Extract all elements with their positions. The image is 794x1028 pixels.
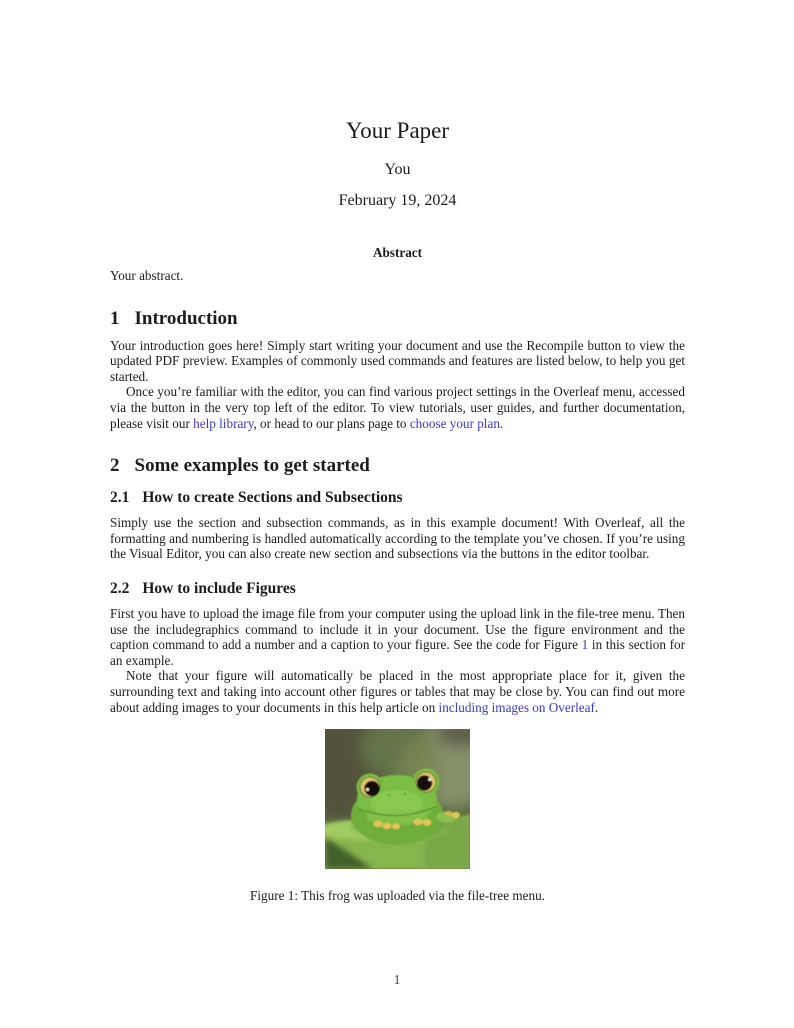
figures-p2-text-2: .	[594, 699, 599, 715]
figure-1-ref-link[interactable]: 1	[581, 637, 589, 653]
page-number: 1	[393, 972, 401, 987]
help-library-link[interactable]: help library	[193, 415, 254, 431]
subsection-2-1-title: How to create Sections and Subsections	[142, 489, 403, 507]
subsection-2-1-paragraph: Simply use the section and subsection commands, as in this example document! With Overleaf, all the formatting and numbering is handled automatically according to the template you’ve chosen. If you’re using the Visual Editor, you can also create new section and subsections via the buttons in the editor toolbar.	[110, 515, 685, 562]
figure-1	[110, 729, 685, 873]
paper-title: Your Paper	[345, 118, 450, 143]
figures-p1-text-1: First you have to upload the image file from your computer using the upload link in the file-tree menu. Then use the includegraphics command to include it in your document. Use the figure environment and the caption command to add a number and a caption to your figure. See the code for Figure	[110, 605, 685, 653]
subsection-2-1-heading	[110, 489, 685, 507]
frog-image	[325, 729, 470, 869]
intro-paragraph-1: Your introduction goes here! Simply start writing your document and use the Recompile button to view the updated PDF preview. Examples of commonly used commands and features are listed below, to help you get started.	[110, 337, 685, 384]
abstract-heading: Abstract	[372, 245, 423, 260]
subsection-2-2-heading	[110, 580, 685, 598]
subsection-2-1-number: 2.1	[110, 489, 130, 507]
section-1-number: 1	[110, 307, 120, 329]
intro-paragraph-2	[110, 384, 685, 431]
section-1-title: Introduction	[134, 307, 238, 329]
paper-author: You	[384, 161, 411, 178]
abstract-text: Your abstract.	[110, 268, 184, 283]
intro-p2-text-2: , or head to our plans page to	[253, 415, 410, 431]
figures-paragraph-2	[110, 668, 685, 715]
figures-paragraph-1	[110, 606, 685, 668]
section-2-heading	[110, 455, 685, 477]
intro-p2-text-3: .	[499, 415, 504, 431]
including-images-link[interactable]: including images on Overleaf	[438, 699, 595, 715]
paper-date: February 19, 2024	[338, 192, 457, 209]
section-1-heading	[110, 308, 685, 330]
figures-p1-text-2: in this section for an example.	[110, 637, 685, 668]
subsection-2-2-title: How to include Figures	[142, 579, 296, 597]
section-2-number: 2	[110, 455, 120, 477]
figures-p2-text-1: Note that your figure will automatically be placed in the most appropriate place for it, given the surrounding text and taking into account other figures or tables that may be close by. You can find out more about adding images to your documents in this help article on	[110, 668, 685, 715]
subsection-2-2-number: 2.2	[110, 579, 130, 597]
section-2-title: Some examples to get started	[134, 455, 370, 477]
figure-1-caption: Figure 1: This frog was uploaded via the file-tree menu.	[250, 887, 545, 903]
choose-your-plan-link[interactable]: choose your plan	[409, 415, 500, 431]
intro-p2-text-1: Once you’re familiar with the editor, you can find various project settings in the Overleaf menu, accessed via the button in the very top left of the editor. To view tutorials, user guides, and further documentation, please visit our	[110, 384, 685, 431]
